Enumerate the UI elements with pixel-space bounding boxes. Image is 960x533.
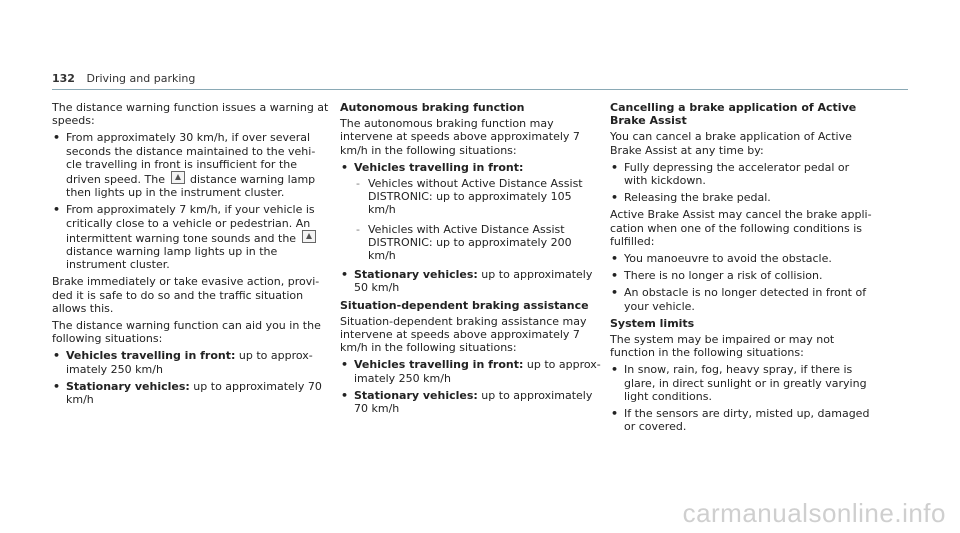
column-1 xyxy=(52,101,330,410)
list-item: • In snow, rain, fog, heavy spray, if there is glare, in direct sunlight or in greatly varying light conditions. xyxy=(610,363,872,403)
situations-list xyxy=(52,349,330,406)
paragraph: The system may be impaired or may not function in the following situations: xyxy=(610,333,835,360)
brake-advice-text: Brake immediately or take evasive action, provi- ded it is safe to do so and the traffic situation allows this. xyxy=(52,275,320,315)
list-item: • Stationary vehicles: up to approximately 50 km/h xyxy=(340,268,602,294)
column-2 xyxy=(340,101,602,419)
section-heading: Autonomous braking function xyxy=(340,101,525,114)
list-item: • Stationary vehicles: up to approximately 70 km/h xyxy=(340,389,602,415)
list-item: • Releasing the brake pedal. xyxy=(610,191,872,204)
list-item: • Vehicles travelling in front: - Vehicles without Active Distance Assist DISTRONIC: up to approximately 105 km/h - Vehicles with Active Distance Assist DISTRONIC: up to approximately 200 km/h xyxy=(340,161,602,262)
watermark: carmanualsonline.info xyxy=(682,498,946,528)
sub-list-item: - Vehicles with Active Distance Assist DISTRONIC: up to approximately 200 km/h xyxy=(354,223,602,263)
list-item: • You manoeuvre to avoid the obstacle. xyxy=(610,252,872,265)
paragraph: Active Brake Assist may cancel the brake appli- cation when one of the following conditions is fulfilled: xyxy=(610,208,872,248)
sub-list xyxy=(354,177,602,262)
situations-text: The distance warning function can aid you in the following situations: xyxy=(52,319,321,346)
section-title: Driving and parking xyxy=(86,72,196,85)
list-item: • There is no longer a risk of collision. xyxy=(610,269,872,282)
page-header xyxy=(52,72,195,85)
conditions-list xyxy=(610,252,872,313)
distance-warning-lamp-icon xyxy=(171,171,185,184)
list-item: • If the sensors are dirty, misted up, damaged or covered. xyxy=(610,407,872,433)
section-heading: Situation-dependent braking assistance xyxy=(340,298,589,312)
page-number: 132 xyxy=(52,72,75,85)
column-3 xyxy=(610,101,872,437)
list-item: • Fully depressing the accelerator pedal or with kickdown. xyxy=(610,161,872,187)
intro-text: The distance warning function issues a warning at speeds: xyxy=(52,101,329,128)
limits-list xyxy=(610,363,872,433)
list-item: • From approximately 30 km/h, if over several seconds the distance maintained to the vehi- cle travelling in front is insufficient for the driven speed. The distance warning lamp then lights up in the instrument cluster. xyxy=(52,131,330,199)
sub-list-item: - Vehicles without Active Distance Assist DISTRONIC: up to approximately 105 km/h xyxy=(354,177,602,217)
list-item: • Stationary vehicles: up to approximately 70 km/h xyxy=(52,380,330,406)
paragraph: You can cancel a brake application of Active Brake Assist at any time by: xyxy=(610,130,852,157)
cancel-methods-list xyxy=(610,161,872,205)
section-heading: Cancelling a brake application of Active Brake Assist xyxy=(610,101,857,128)
list-item: • An obstacle is no longer detected in front of your vehicle. xyxy=(610,286,872,312)
warning-speed-list xyxy=(52,131,330,271)
distance-warning-lamp-icon xyxy=(302,230,316,243)
paragraph: The autonomous braking function may intervene at speeds above approximately 7 km/h in the following situations: xyxy=(340,117,580,157)
paragraph: Situation-dependent braking assistance may intervene at speeds above approximately 7 km/h in the following situations: xyxy=(340,314,587,355)
list-item: • Vehicles travelling in front: up to approx- imately 250 km/h xyxy=(340,358,602,384)
list-item: • Vehicles travelling in front: up to approx- imately 250 km/h xyxy=(52,349,330,375)
situations-list xyxy=(340,161,602,295)
situations-list xyxy=(340,358,602,415)
section-heading: System limits xyxy=(610,316,695,330)
header-divider xyxy=(52,89,908,90)
list-item: • From approximately 7 km/h, if your vehicle is critically close to a vehicle or pedestrian. An intermittent warning tone sounds and the distance warning lamp lights up in the instrument cluster. xyxy=(52,203,330,271)
